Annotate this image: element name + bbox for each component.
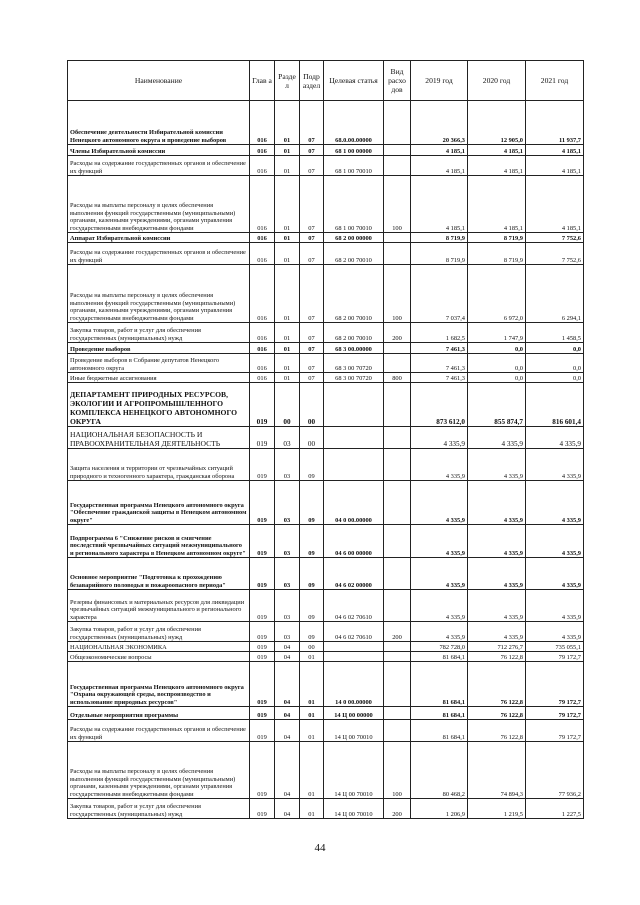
cell-vid <box>384 354 411 373</box>
cell-2020: 1 219,5 <box>468 799 526 819</box>
cell-podrazdel: 07 <box>300 176 324 233</box>
cell-vid <box>384 383 411 427</box>
cell-2021: 4 335,9 <box>526 590 584 622</box>
cell-name: Аппарат Избирательной комиссии <box>68 233 250 243</box>
cell-2019: 4 335,9 <box>411 622 468 642</box>
cell-name: Закупка товаров, работ и услуг для обеспечения государственных (муниципальных) нужд <box>68 799 250 819</box>
header-2021: 2021 год <box>526 61 584 101</box>
cell-target: 68 2 00 00000 <box>324 233 384 243</box>
cell-2019: 7 037,4 <box>411 265 468 323</box>
header-glava: Глав а <box>250 61 275 101</box>
cell-vid <box>384 243 411 265</box>
cell-vid <box>384 558 411 590</box>
table-row <box>68 652 584 662</box>
cell-vid <box>384 525 411 558</box>
cell-name: Резервы финансовых и материальных ресурсов для ликвидации чрезвычайных ситуаций межмуниципального и регионального характера <box>68 590 250 622</box>
cell-podrazdel: 07 <box>300 373 324 383</box>
cell-2021: 0,0 <box>526 343 584 354</box>
cell-glava: 016 <box>250 101 275 145</box>
cell-2021: 79 172,7 <box>526 707 584 720</box>
cell-podrazdel: 00 <box>300 642 324 652</box>
cell-2019: 7 461,3 <box>411 354 468 373</box>
cell-2019: 4 335,9 <box>411 427 468 449</box>
cell-razdel: 03 <box>275 622 300 642</box>
cell-2021: 4 335,9 <box>526 622 584 642</box>
cell-glava: 016 <box>250 243 275 265</box>
cell-glava: 016 <box>250 373 275 383</box>
cell-2019: 8 719,9 <box>411 243 468 265</box>
cell-2021: 4 185,1 <box>526 145 584 156</box>
cell-2019: 4 335,9 <box>411 558 468 590</box>
cell-2020: 76 122,8 <box>468 707 526 720</box>
header-2019: 2019 год <box>411 61 468 101</box>
cell-glava: 019 <box>250 558 275 590</box>
table-row <box>68 343 584 354</box>
cell-2021: 0,0 <box>526 373 584 383</box>
cell-name: Отдельные мероприятия программы <box>68 707 250 720</box>
cell-razdel: 03 <box>275 427 300 449</box>
cell-glava: 019 <box>250 652 275 662</box>
table-row <box>68 799 584 819</box>
cell-razdel: 04 <box>275 642 300 652</box>
cell-target: 68 3 00 70720 <box>324 354 384 373</box>
cell-target <box>324 449 384 481</box>
cell-name: Проведение выборов <box>68 343 250 354</box>
cell-name: Государственная программа Ненецкого автономного округа "Обеспечение гражданской защиты в Ненецком автономном округе" <box>68 481 250 525</box>
cell-2020: 712 276,7 <box>468 642 526 652</box>
cell-2021: 77 936,2 <box>526 742 584 799</box>
cell-vid <box>384 343 411 354</box>
cell-2019: 8 719,9 <box>411 233 468 243</box>
cell-target: 04 6 02 00000 <box>324 558 384 590</box>
cell-name: Члены Избирательной комиссии <box>68 145 250 156</box>
cell-2020: 12 905,0 <box>468 101 526 145</box>
table-row <box>68 383 584 427</box>
cell-name: Расходы на содержание государственных органов и обеспечение их функций <box>68 720 250 742</box>
cell-2019: 4 335,9 <box>411 525 468 558</box>
cell-glava: 019 <box>250 707 275 720</box>
cell-target: 04 6 02 70610 <box>324 590 384 622</box>
cell-2020: 4 335,9 <box>468 427 526 449</box>
cell-2021: 816 601,4 <box>526 383 584 427</box>
cell-vid <box>384 662 411 707</box>
cell-2021: 79 172,7 <box>526 720 584 742</box>
cell-glava: 019 <box>250 427 275 449</box>
table-row <box>68 590 584 622</box>
cell-glava: 019 <box>250 642 275 652</box>
cell-target: 14 Ц 00 70010 <box>324 720 384 742</box>
table-body <box>68 101 584 819</box>
cell-2020: 0,0 <box>468 354 526 373</box>
cell-glava: 019 <box>250 662 275 707</box>
cell-target: 68.0.00.00000 <box>324 101 384 145</box>
cell-vid <box>384 449 411 481</box>
cell-2019: 7 461,3 <box>411 343 468 354</box>
cell-2020: 855 874,7 <box>468 383 526 427</box>
cell-podrazdel: 01 <box>300 720 324 742</box>
cell-target: 68 1 00 70010 <box>324 176 384 233</box>
cell-target <box>324 652 384 662</box>
cell-2020: 4 335,9 <box>468 525 526 558</box>
cell-vid: 800 <box>384 373 411 383</box>
cell-2019: 81 684,1 <box>411 720 468 742</box>
cell-podrazdel: 01 <box>300 742 324 799</box>
cell-2019: 4 335,9 <box>411 481 468 525</box>
cell-podrazdel: 07 <box>300 323 324 343</box>
cell-2020: 4 335,9 <box>468 481 526 525</box>
cell-razdel: 01 <box>275 243 300 265</box>
cell-name: Защита населения и территории от чрезвычайных ситуаций природного и техногенного характера, гражданская оборона <box>68 449 250 481</box>
header-name: Наименование <box>68 61 250 101</box>
cell-razdel: 03 <box>275 449 300 481</box>
cell-razdel: 01 <box>275 176 300 233</box>
cell-podrazdel: 09 <box>300 590 324 622</box>
header-podrazdel: Подр аздел <box>300 61 324 101</box>
cell-2020: 74 894,3 <box>468 742 526 799</box>
cell-vid <box>384 233 411 243</box>
cell-2021: 4 335,9 <box>526 449 584 481</box>
cell-name: Расходы на содержание государственных органов и обеспечение их функций <box>68 156 250 176</box>
cell-name: Обеспечение деятельности Избирательной комиссии Ненецкого автономного округа и проведение выборов <box>68 101 250 145</box>
cell-2020: 76 122,8 <box>468 652 526 662</box>
cell-razdel: 04 <box>275 720 300 742</box>
cell-2021: 79 172,7 <box>526 652 584 662</box>
cell-razdel: 04 <box>275 652 300 662</box>
cell-2020: 8 719,9 <box>468 243 526 265</box>
table-row <box>68 558 584 590</box>
table-row <box>68 176 584 233</box>
table-row <box>68 707 584 720</box>
cell-2019: 81 684,1 <box>411 662 468 707</box>
cell-podrazdel: 07 <box>300 243 324 265</box>
cell-podrazdel: 07 <box>300 101 324 145</box>
table-row <box>68 742 584 799</box>
cell-target: 04 0 00.00000 <box>324 481 384 525</box>
cell-vid <box>384 720 411 742</box>
cell-2020: 76 122,8 <box>468 662 526 707</box>
cell-razdel: 03 <box>275 558 300 590</box>
cell-glava: 019 <box>250 525 275 558</box>
cell-name: ДЕПАРТАМЕНТ ПРИРОДНЫХ РЕСУРСОВ, ЭКОЛОГИИ И АГРОПРОМЫШЛЕННОГО КОМПЛЕКСА НЕНЕЦКОГО АВТОНОМНОГО ОКРУГА <box>68 383 250 427</box>
cell-target: 04 6 02 70610 <box>324 622 384 642</box>
table-row <box>68 642 584 652</box>
table-row <box>68 525 584 558</box>
header-row <box>68 61 584 101</box>
cell-2020: 4 335,9 <box>468 622 526 642</box>
cell-glava: 019 <box>250 742 275 799</box>
cell-name: Государственная программа Ненецкого автономного округа "Охрана окружающей среды, воспроизводство и использование природных ресурсов" <box>68 662 250 707</box>
cell-podrazdel: 07 <box>300 145 324 156</box>
cell-podrazdel: 00 <box>300 427 324 449</box>
table-row <box>68 481 584 525</box>
cell-podrazdel: 07 <box>300 233 324 243</box>
cell-target: 68 2 00 70010 <box>324 323 384 343</box>
cell-vid: 200 <box>384 323 411 343</box>
cell-2021: 1 227,5 <box>526 799 584 819</box>
cell-glava: 019 <box>250 481 275 525</box>
cell-2020: 0,0 <box>468 373 526 383</box>
cell-2021: 4 335,9 <box>526 427 584 449</box>
cell-podrazdel: 09 <box>300 622 324 642</box>
header-vid: Вид расхо дов <box>384 61 411 101</box>
cell-2020: 6 972,0 <box>468 265 526 323</box>
table-row <box>68 145 584 156</box>
cell-target: 14 Ц 00 70010 <box>324 799 384 819</box>
cell-glava: 019 <box>250 590 275 622</box>
cell-target: 68 2 00 70010 <box>324 265 384 323</box>
table-row <box>68 323 584 343</box>
cell-podrazdel: 01 <box>300 707 324 720</box>
cell-2020: 4 185,1 <box>468 156 526 176</box>
cell-2020: 76 122,8 <box>468 720 526 742</box>
cell-razdel: 01 <box>275 373 300 383</box>
cell-podrazdel: 07 <box>300 343 324 354</box>
cell-vid: 200 <box>384 799 411 819</box>
cell-name: Расходы на выплаты персоналу в целях обеспечения выполнения функций государственными (муниципальными) органами, казенными учреждениями, органами управления государственными внебюджетными фондами <box>68 176 250 233</box>
cell-vid <box>384 156 411 176</box>
cell-glava: 016 <box>250 145 275 156</box>
cell-2021: 4 335,9 <box>526 558 584 590</box>
cell-razdel: 01 <box>275 323 300 343</box>
budget-table <box>67 60 584 819</box>
cell-vid <box>384 590 411 622</box>
cell-podrazdel: 01 <box>300 652 324 662</box>
cell-2019: 873 612,0 <box>411 383 468 427</box>
cell-target <box>324 427 384 449</box>
cell-target: 14 0 00.00000 <box>324 662 384 707</box>
cell-vid: 100 <box>384 265 411 323</box>
table-row <box>68 354 584 373</box>
cell-glava: 016 <box>250 176 275 233</box>
cell-2021: 4 185,1 <box>526 176 584 233</box>
table-row <box>68 622 584 642</box>
cell-razdel: 01 <box>275 101 300 145</box>
cell-2021: 7 752,6 <box>526 243 584 265</box>
cell-2021: 0,0 <box>526 354 584 373</box>
cell-name: Основное мероприятие "Подготовка к прохождению безаварийного половодья и пожароопасного периода" <box>68 558 250 590</box>
cell-vid <box>384 652 411 662</box>
cell-vid: 100 <box>384 176 411 233</box>
table-row <box>68 662 584 707</box>
cell-vid <box>384 481 411 525</box>
cell-2021: 4 335,9 <box>526 525 584 558</box>
cell-name: Расходы на содержание государственных органов и обеспечение их функций <box>68 243 250 265</box>
cell-2019: 4 335,9 <box>411 590 468 622</box>
cell-2020: 4 335,9 <box>468 449 526 481</box>
cell-podrazdel: 07 <box>300 265 324 323</box>
cell-2019: 81 684,1 <box>411 652 468 662</box>
cell-podrazdel: 09 <box>300 558 324 590</box>
cell-razdel: 03 <box>275 590 300 622</box>
cell-glava: 016 <box>250 343 275 354</box>
cell-podrazdel: 01 <box>300 662 324 707</box>
cell-2019: 80 468,2 <box>411 742 468 799</box>
table-row <box>68 265 584 323</box>
cell-2019: 4 185,1 <box>411 176 468 233</box>
cell-vid <box>384 707 411 720</box>
cell-podrazdel: 01 <box>300 799 324 819</box>
cell-2021: 79 172,7 <box>526 662 584 707</box>
cell-name: Расходы на выплаты персоналу в целях обеспечения выполнения функций государственными (муниципальными) органами, казенными учреждениями, органами управления государственными внебюджетными фондами <box>68 265 250 323</box>
cell-target: 04 6 00 00000 <box>324 525 384 558</box>
cell-target: 14 Ц 00 00000 <box>324 707 384 720</box>
cell-vid <box>384 427 411 449</box>
cell-2021: 4 335,9 <box>526 481 584 525</box>
cell-vid <box>384 642 411 652</box>
cell-razdel: 04 <box>275 662 300 707</box>
cell-vid <box>384 101 411 145</box>
header-razdel: Разде л <box>275 61 300 101</box>
cell-target: 68 2 00 70010 <box>324 243 384 265</box>
table-row <box>68 101 584 145</box>
cell-2019: 1 206,9 <box>411 799 468 819</box>
cell-name: Подпрограмма 6 "Снижение рисков и смягчение последствий чрезвычайных ситуаций межмуниципального и регионального характера в Ненецком автономном округе" <box>68 525 250 558</box>
header-target: Целевая статья <box>324 61 384 101</box>
cell-2019: 1 682,5 <box>411 323 468 343</box>
cell-name: Закупка товаров, работ и услуг для обеспечения государственных (муниципальных) нужд <box>68 622 250 642</box>
cell-glava: 016 <box>250 233 275 243</box>
cell-2019: 20 366,3 <box>411 101 468 145</box>
cell-razdel: 03 <box>275 525 300 558</box>
cell-glava: 016 <box>250 354 275 373</box>
cell-name: Расходы на выплаты персоналу в целях обеспечения выполнения функций государственными (муниципальными) органами, казенными учреждениями, органами управления государственными внебюджетными фондами <box>68 742 250 799</box>
cell-razdel: 01 <box>275 343 300 354</box>
cell-glava: 019 <box>250 720 275 742</box>
table-row <box>68 373 584 383</box>
cell-2019: 4 185,1 <box>411 145 468 156</box>
cell-2020: 0,0 <box>468 343 526 354</box>
cell-vid: 200 <box>384 622 411 642</box>
cell-2019: 782 728,0 <box>411 642 468 652</box>
cell-target: 14 Ц 00 70010 <box>324 742 384 799</box>
cell-target <box>324 383 384 427</box>
cell-razdel: 01 <box>275 156 300 176</box>
cell-name: Проведение выборов в Собрание депутатов Ненецкого автономного округа <box>68 354 250 373</box>
cell-name: Общеэкономические вопросы <box>68 652 250 662</box>
cell-razdel: 04 <box>275 707 300 720</box>
cell-glava: 016 <box>250 323 275 343</box>
cell-name: НАЦИОНАЛЬНАЯ БЕЗОПАСНОСТЬ И ПРАВООХРАНИТЕЛЬНАЯ ДЕЯТЕЛЬНОСТЬ <box>68 427 250 449</box>
cell-glava: 019 <box>250 383 275 427</box>
table-row <box>68 427 584 449</box>
cell-2020: 8 719,9 <box>468 233 526 243</box>
cell-podrazdel: 00 <box>300 383 324 427</box>
cell-2021: 4 185,1 <box>526 156 584 176</box>
cell-glava: 019 <box>250 622 275 642</box>
cell-glava: 016 <box>250 265 275 323</box>
cell-2021: 7 752,6 <box>526 233 584 243</box>
cell-target: 68 1 00 00000 <box>324 145 384 156</box>
cell-razdel: 01 <box>275 145 300 156</box>
cell-2020: 4 335,9 <box>468 558 526 590</box>
cell-razdel: 04 <box>275 742 300 799</box>
cell-2020: 1 747,9 <box>468 323 526 343</box>
cell-vid: 100 <box>384 742 411 799</box>
cell-name: Закупка товаров, работ и услуг для обеспечения государственных (муниципальных) нужд <box>68 323 250 343</box>
cell-podrazdel: 09 <box>300 449 324 481</box>
cell-2021: 11 937,7 <box>526 101 584 145</box>
cell-2021: 735 055,1 <box>526 642 584 652</box>
budget-table-container <box>67 60 583 819</box>
page-number: 44 <box>314 842 326 854</box>
cell-2021: 1 458,5 <box>526 323 584 343</box>
cell-target: 68 1 00 70010 <box>324 156 384 176</box>
cell-target: 68 3 00.00000 <box>324 343 384 354</box>
cell-vid <box>384 145 411 156</box>
table-row <box>68 720 584 742</box>
cell-podrazdel: 07 <box>300 354 324 373</box>
cell-razdel: 01 <box>275 354 300 373</box>
cell-2019: 4 185,1 <box>411 156 468 176</box>
cell-2019: 7 461,3 <box>411 373 468 383</box>
cell-glava: 019 <box>250 449 275 481</box>
cell-podrazdel: 09 <box>300 525 324 558</box>
cell-razdel: 00 <box>275 383 300 427</box>
cell-razdel: 04 <box>275 799 300 819</box>
cell-razdel: 01 <box>275 233 300 243</box>
cell-podrazdel: 09 <box>300 481 324 525</box>
cell-2020: 4 335,9 <box>468 590 526 622</box>
cell-2019: 81 684,1 <box>411 707 468 720</box>
table-row <box>68 233 584 243</box>
cell-2020: 4 185,1 <box>468 145 526 156</box>
cell-2021: 6 294,1 <box>526 265 584 323</box>
cell-podrazdel: 07 <box>300 156 324 176</box>
cell-2020: 4 185,1 <box>468 176 526 233</box>
table-row <box>68 243 584 265</box>
cell-name: Иные бюджетные ассигнования <box>68 373 250 383</box>
cell-razdel: 01 <box>275 265 300 323</box>
cell-glava: 016 <box>250 156 275 176</box>
cell-razdel: 03 <box>275 481 300 525</box>
cell-glava: 019 <box>250 799 275 819</box>
table-row <box>68 449 584 481</box>
header-2020: 2020 год <box>468 61 526 101</box>
cell-2019: 4 335,9 <box>411 449 468 481</box>
cell-target <box>324 642 384 652</box>
cell-target: 68 3 00 70720 <box>324 373 384 383</box>
table-row <box>68 156 584 176</box>
cell-name: НАЦИОНАЛЬНАЯ ЭКОНОМИКА <box>68 642 250 652</box>
